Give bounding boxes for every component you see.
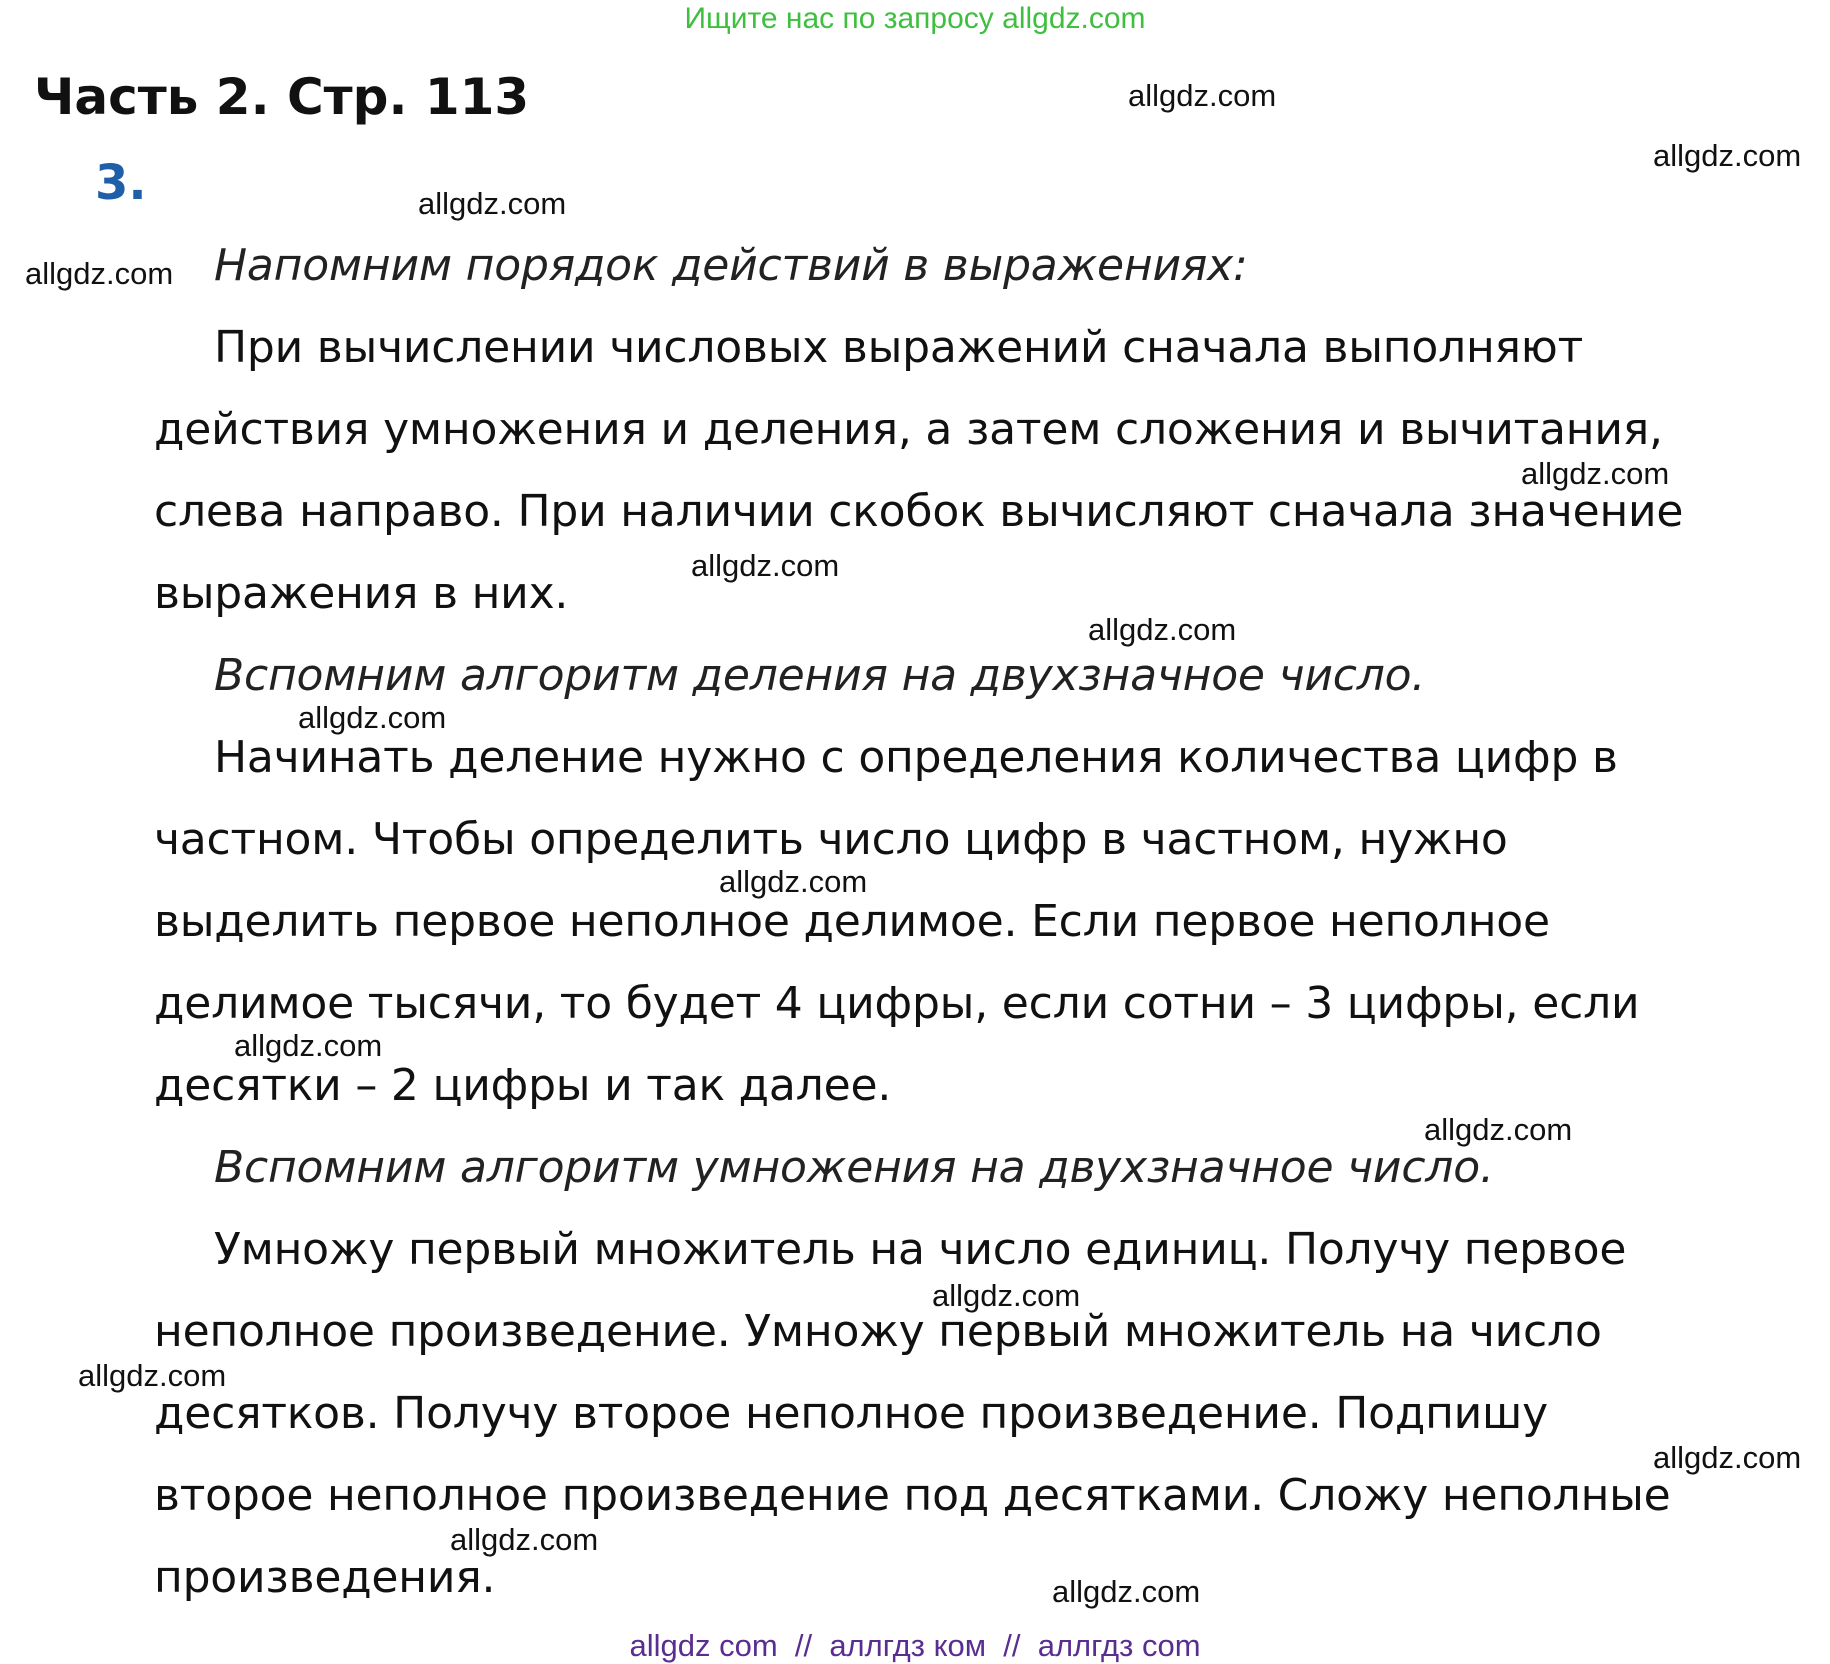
watermark: allgdz.com xyxy=(1128,78,1277,113)
text-line: неполное произведение. Умножу первый множитель на число xyxy=(154,1306,1602,1357)
section-heading-order: Напомним порядок действий в выражениях: xyxy=(214,240,1248,291)
watermark: allgdz.com xyxy=(1424,1112,1573,1147)
watermark: allgdz.com xyxy=(691,548,840,583)
text-line: При вычислении числовых выражений сначала выполняют xyxy=(214,322,1584,373)
text-line: Умножу первый множитель на число единиц. Получу первое xyxy=(214,1224,1627,1275)
watermark: allgdz.com xyxy=(932,1278,1081,1313)
watermark: allgdz.com xyxy=(1653,1440,1802,1475)
watermark: allgdz.com xyxy=(418,186,567,221)
watermark: allgdz.com xyxy=(1088,612,1237,647)
watermark: allgdz.com xyxy=(1521,456,1670,491)
section-heading-multiplication: Вспомним алгоритм умножения на двухзначное число. xyxy=(214,1142,1494,1193)
text-line: слева направо. При наличии скобок вычисляют сначала значение xyxy=(154,486,1684,537)
watermark: allgdz.com xyxy=(450,1522,599,1557)
text-line: действия умножения и деления, а затем сложения и вычитания, xyxy=(154,404,1663,455)
watermark: allgdz.com xyxy=(298,700,447,735)
section-heading-division: Вспомним алгоритм деления на двухзначное число. xyxy=(214,650,1426,701)
text-line: выделить первое неполное делимое. Если первое неполное xyxy=(154,896,1550,947)
watermark: allgdz.com xyxy=(25,256,174,291)
text-line: десятков. Получу второе неполное произведение. Подпишу xyxy=(154,1388,1548,1439)
watermark: allgdz.com xyxy=(78,1358,227,1393)
footer-links[interactable]: allgdz com // аллгдз ком // аллгдз com xyxy=(629,1628,1201,1663)
page-title: Часть 2. Стр. 113 xyxy=(34,68,530,126)
text-line: делимое тысячи, то будет 4 цифры, если сотни – 3 цифры, если xyxy=(154,978,1640,1029)
watermark: allgdz.com xyxy=(1052,1574,1201,1609)
text-line: выражения в них. xyxy=(154,568,569,619)
text-line: десятки – 2 цифры и так далее. xyxy=(154,1060,892,1111)
watermark: allgdz.com xyxy=(1653,138,1802,173)
task-number: 3. xyxy=(95,155,147,211)
text-line: Начинать деление нужно с определения количества цифр в xyxy=(214,732,1618,783)
watermark: allgdz.com xyxy=(719,864,868,899)
watermark: allgdz.com xyxy=(234,1028,383,1063)
search-hint-link[interactable]: Ищите нас по запросу allgdz.com xyxy=(684,2,1146,35)
text-line: произведения. xyxy=(154,1552,496,1603)
text-line: частном. Чтобы определить число цифр в частном, нужно xyxy=(154,814,1508,865)
text-line: второе неполное произведение под десятками. Сложу неполные xyxy=(154,1470,1671,1521)
